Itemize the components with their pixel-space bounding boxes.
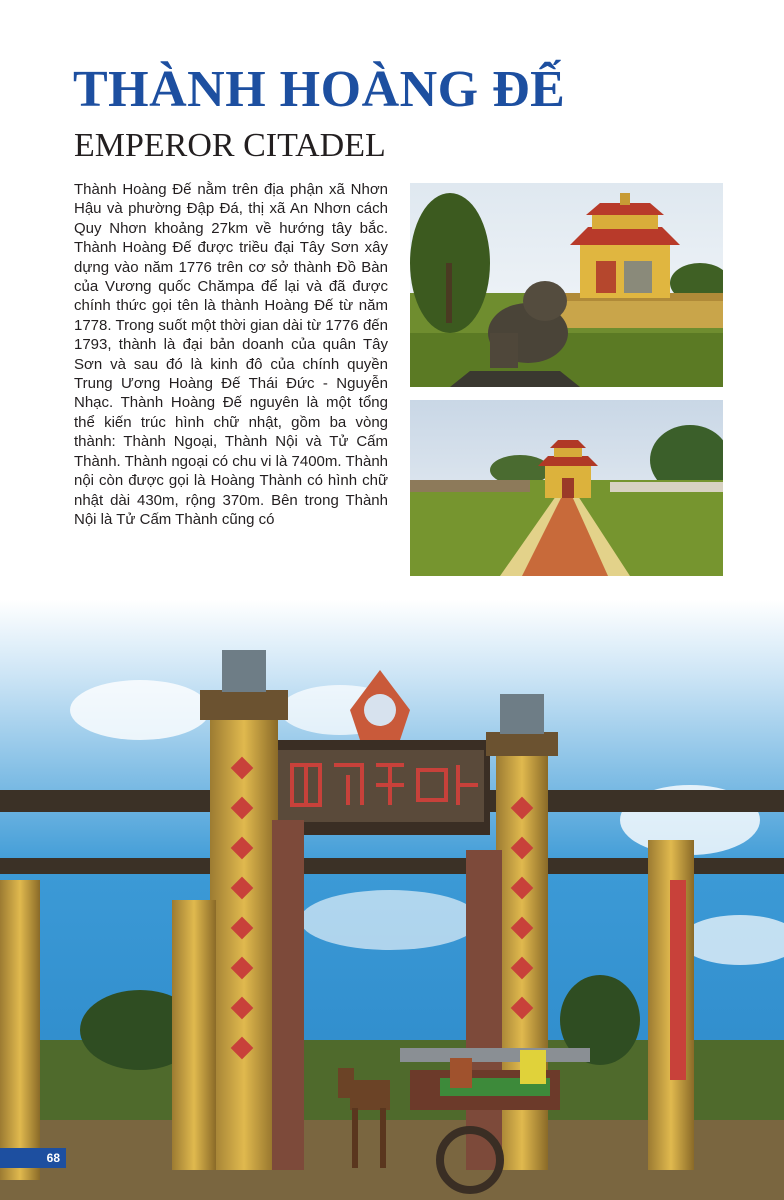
emperor-citadel-gate-photo [0,600,784,1200]
page-title: THÀNH HOÀNG ĐẾ [73,61,566,118]
page-subtitle: EMPEROR CITADEL [74,127,386,164]
citadel-path-photo [410,400,723,576]
page-number-badge [0,1148,66,1168]
page-number: 68 [46,1151,60,1165]
stone-elephant-pavilion-photo [410,183,723,387]
article-body: Thành Hoàng Đế nằm trên địa phận xã Nhơn Hậu và phường Đập Đá, thị xã An Nhơn cách Quy Nhơn khoảng 27km về hướng tây bắc. Thành Hoàng Đế được triều đại Tây Sơn xây dựng vào năm 1776 trên cơ sở thành Đồ Bàn của Vương quốc Chămpa để lại và đã được chính thức gọi tên là thành Hoàng Đế từ năm 1778. Trong suốt một thời gian dài từ 1776 đến 1793, thành là đại bản doanh của quân Tây Sơn và sau đó là kinh đô của chính quyền Trung Ương Hoàng Đế Thái Đức - Nguyễn Nhạc. Thành Hoàng Đế nguyên là một tổng thể kiến trúc hình chữ nhật, gồm ba vòng thành: Thành Ngoại, Thành Nội và Tử Cấm Thành. Thành ngoại có chu vi là 7400m. Thành nội còn được gọi là Hoàng Thành có hình chữ nhật dài 430m, rộng 370m. Bên trong Thành Nội là Tử Cấm Thành cũng có [74,181,388,528]
